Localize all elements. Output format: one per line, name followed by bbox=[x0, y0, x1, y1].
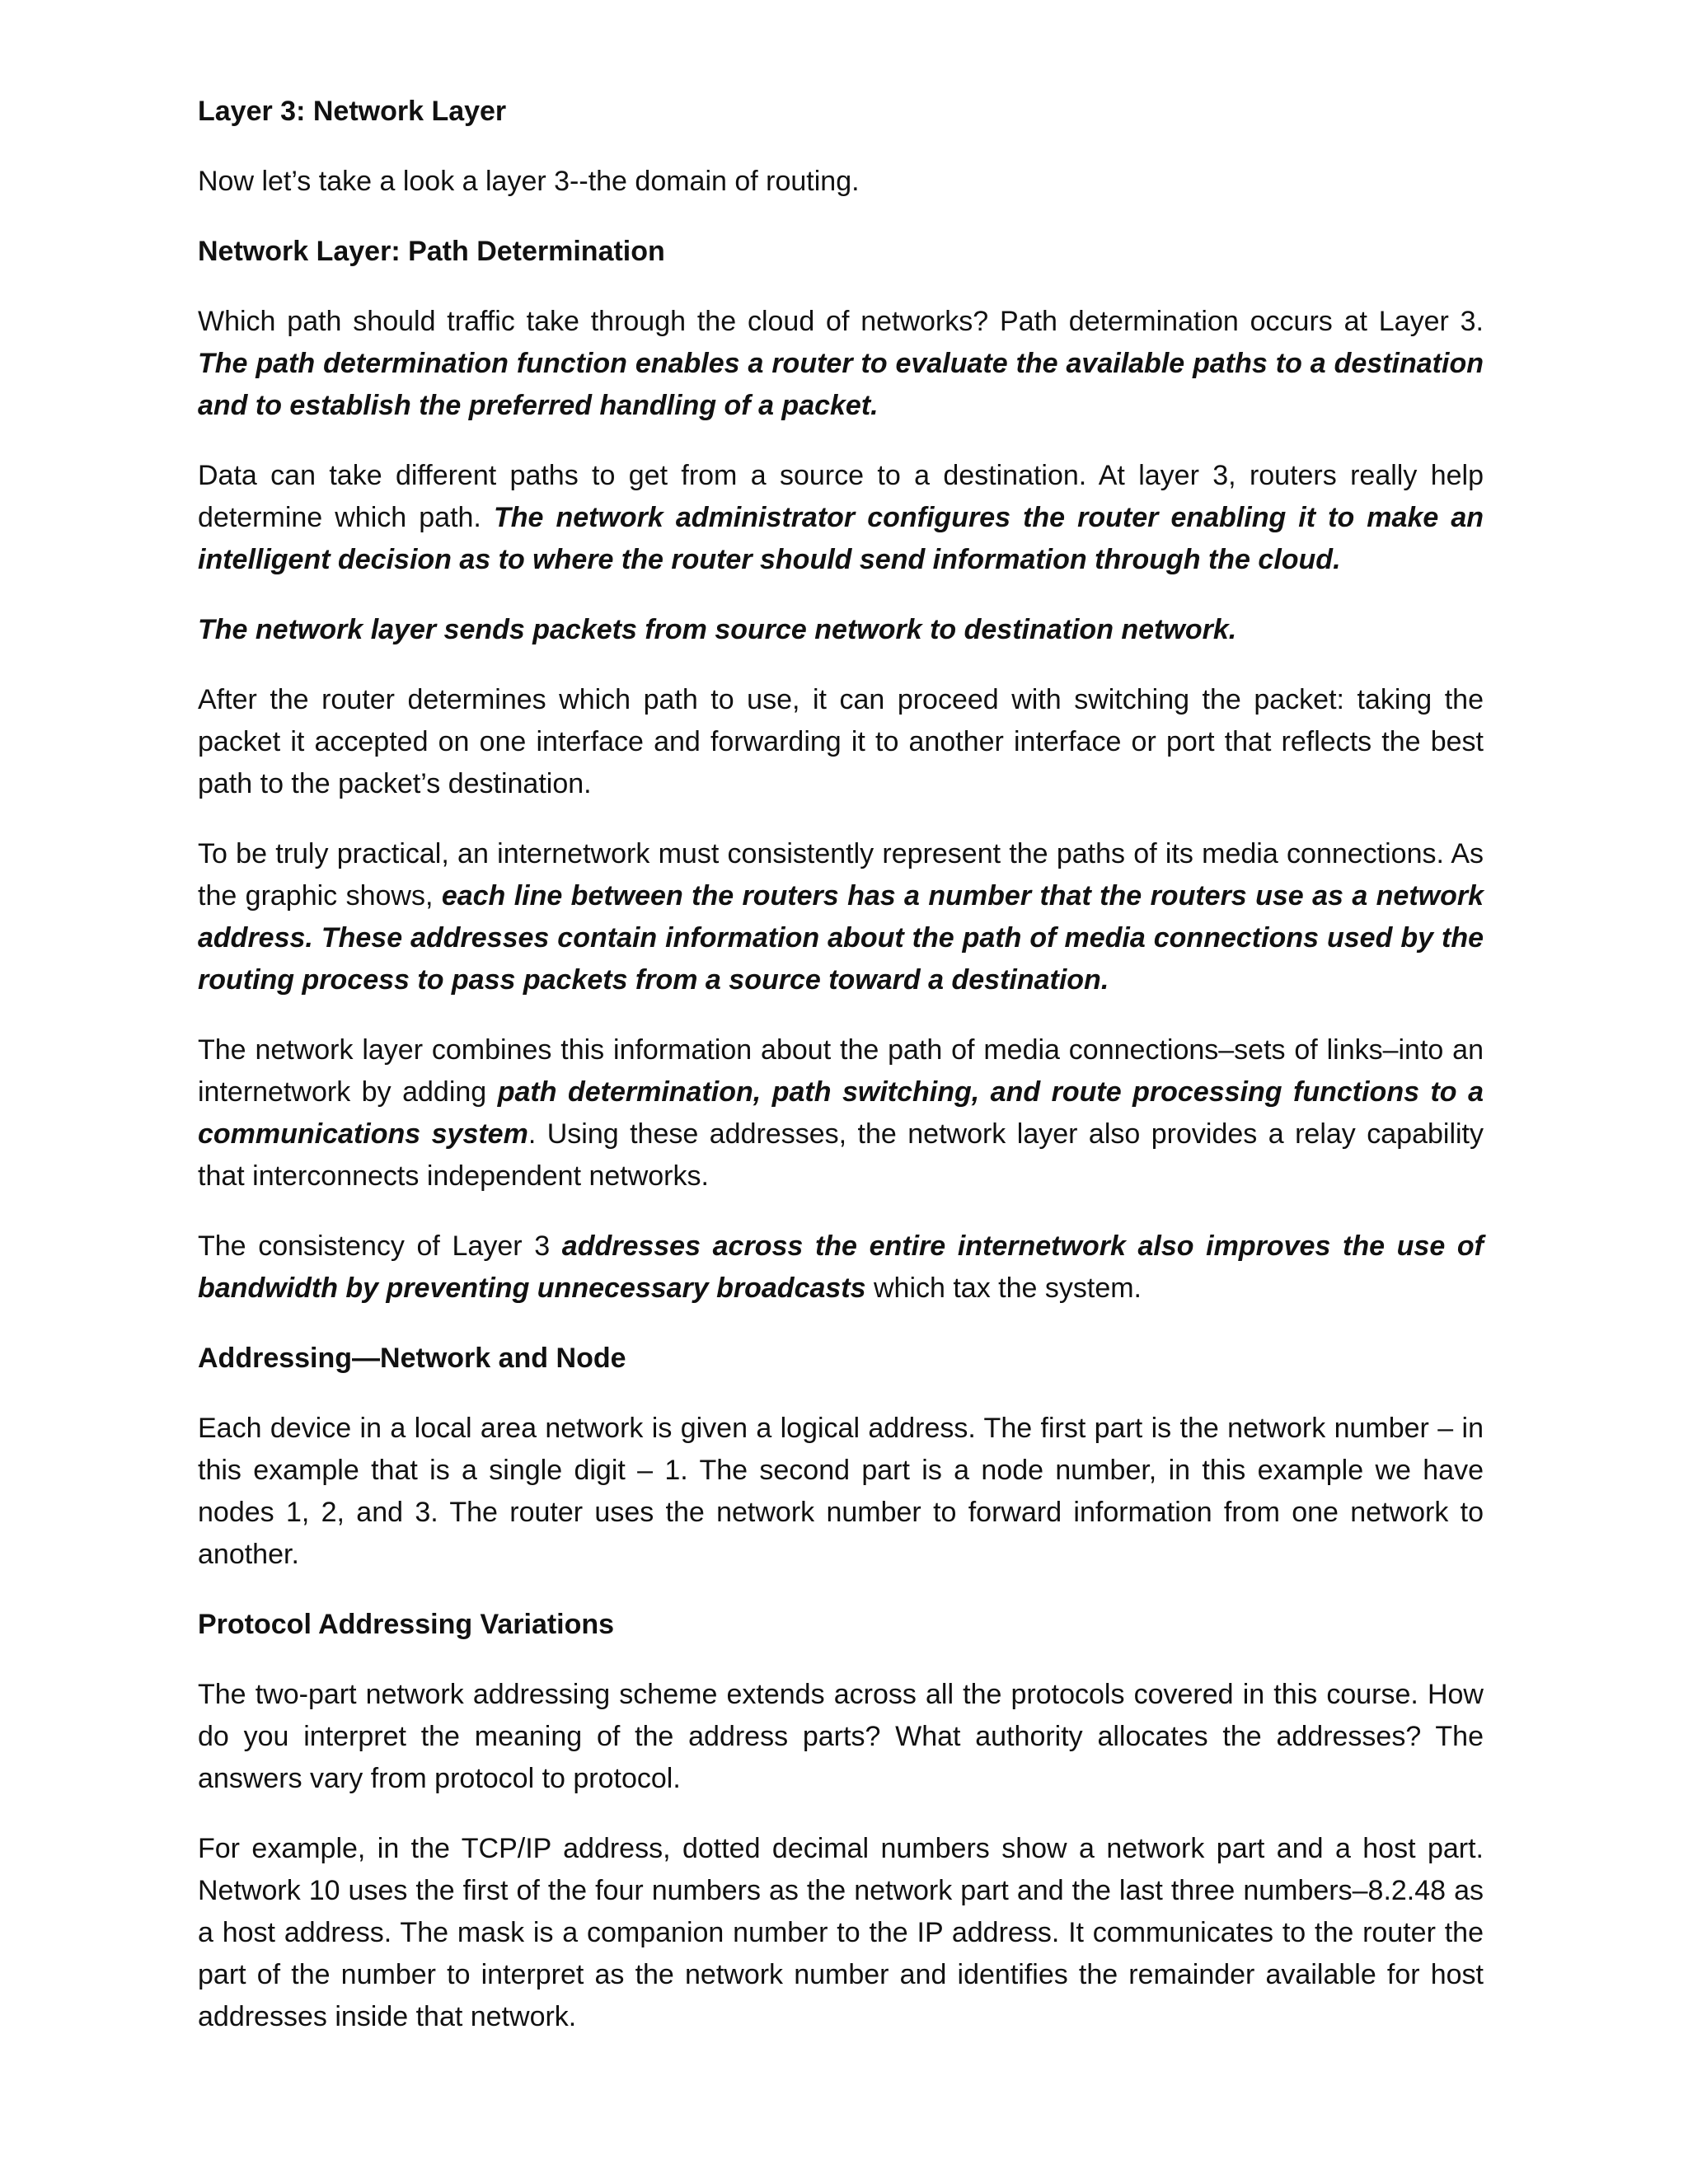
paragraph-text: Data can take different paths to get from a source to a destination. At layer 3, routers really help determine which path. bbox=[198, 460, 1484, 533]
paragraph-intro: Now let’s take a look a layer 3--the domain of routing. bbox=[198, 166, 860, 197]
paragraph-practical bbox=[198, 833, 1484, 1001]
paragraph-path-determination bbox=[198, 301, 1484, 427]
paragraph-two-part-scheme: The two-part network addressing scheme extends across all the protocols covered in this course. How do you interpret the meaning of the address parts? What authority allocates the addresses? The answers vary from protocol to protocol. bbox=[198, 1679, 1484, 1794]
paragraph-text: The network layer combines this information about the path of media connections–sets of links–into an internetwork by adding bbox=[198, 1034, 1484, 1108]
emphasis-text: path determination, path switching, and route processing functions to a communications system bbox=[198, 1076, 1484, 1150]
paragraph-different-paths bbox=[198, 455, 1484, 581]
emphasis-text: each line between the routers has a number that the routers use as a network address. These addresses contain information about the path of media connections used by the routing process to pass packets from a source toward a destination. bbox=[198, 880, 1484, 996]
emphasis-text: The network administrator configures the router enabling it to make an intelligent decision as to where the router should send information through the cloud. bbox=[198, 502, 1484, 575]
document-page bbox=[198, 91, 1484, 2066]
paragraph-consistency bbox=[198, 1226, 1484, 1310]
paragraph-logical-address: Each device in a local area network is given a logical address. The first part is the network number – in this example that is a single digit – 1. The second part is a node number, in this example we have nodes 1, 2, and 3. The router uses the network number to forward information from one network to another. bbox=[198, 1413, 1484, 1570]
paragraph-text: The consistency of Layer 3 bbox=[198, 1230, 562, 1262]
heading-layer-3: Layer 3: Network Layer bbox=[198, 96, 507, 127]
paragraph-combines bbox=[198, 1029, 1484, 1197]
heading-protocol-addressing: Protocol Addressing Variations bbox=[198, 1609, 615, 1640]
heading-path-determination: Network Layer: Path Determination bbox=[198, 236, 665, 267]
paragraph-switching: After the router determines which path to use, it can proceed with switching the packet: taking the packet it accepted on one interface and forwarding it to another interface or port that reflects the best path to the packet’s destination. bbox=[198, 684, 1484, 799]
paragraph-tcpip-example: For example, in the TCP/IP address, dotted decimal numbers show a network part and a host part. Network 10 uses the first of the four numbers as the network part and the last three numbers–8.2.48 as a host address. The mask is a companion number to the IP address. It communicates to the router the part of the number to interpret as the network number and identifies the remainder available for host addresses inside that network. bbox=[198, 1833, 1484, 2032]
paragraph-text: To be truly practical, an internetwork must consistently represent the paths of its media connections. As the graphic shows, bbox=[198, 838, 1484, 912]
paragraph-network-layer-sends: The network layer sends packets from source network to destination network. bbox=[198, 614, 1237, 645]
paragraph-text: Which path should traffic take through the cloud of networks? Path determination occurs at Layer 3. bbox=[198, 306, 1484, 337]
emphasis-text: addresses across the entire internetwork also improves the use of bandwidth by preventing unnecessary broadcasts bbox=[198, 1230, 1484, 1304]
emphasis-text: The path determination function enables a router to evaluate the available paths to a destination and to establish the preferred handling of a packet. bbox=[198, 348, 1484, 421]
paragraph-text: . Using these addresses, the network layer also provides a relay capability that interconnects independent networks. bbox=[198, 1118, 1484, 1192]
paragraph-text: which tax the system. bbox=[865, 1272, 1142, 1304]
heading-addressing: Addressing—Network and Node bbox=[198, 1343, 626, 1374]
